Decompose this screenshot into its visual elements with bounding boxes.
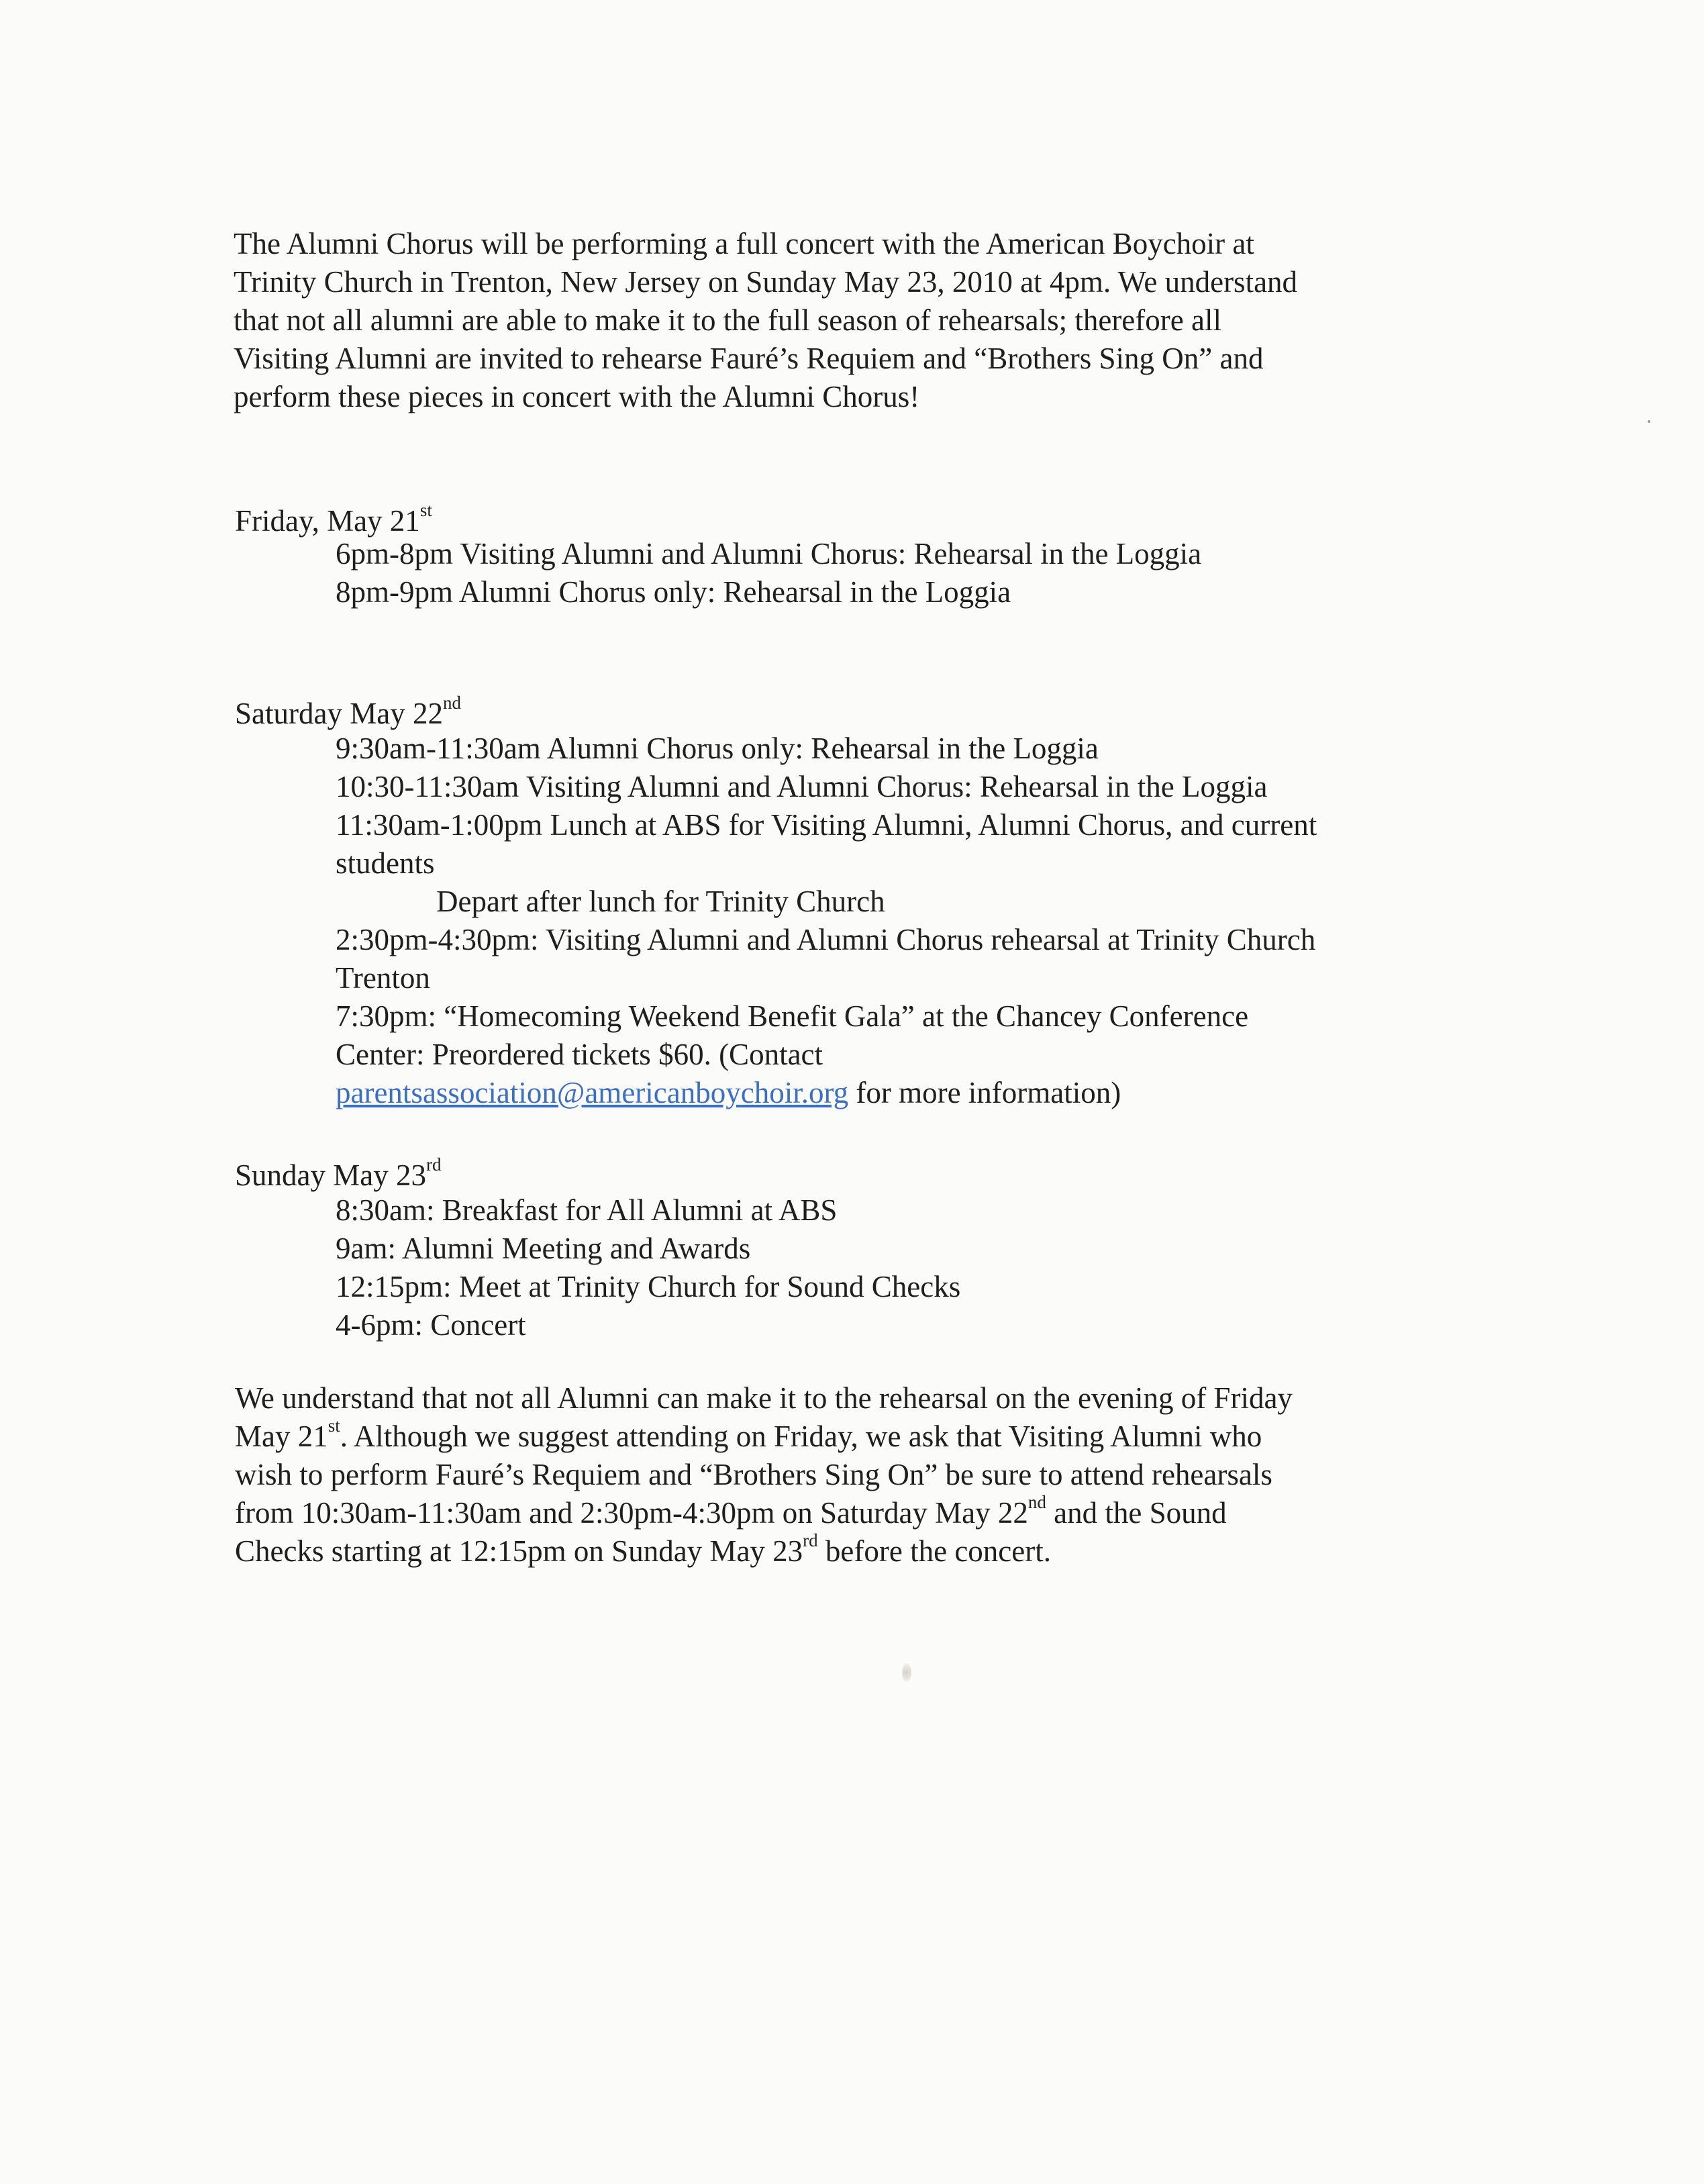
paper-speck	[902, 1663, 911, 1682]
closing-line: We understand that not all Alumni can make it to the rehearsal on the evening of Friday	[235, 1381, 1293, 1415]
schedule-item: 11:30am-1:00pm Lunch at ABS for Visiting Alumni, Alumni Chorus, and current	[336, 808, 1317, 842]
closing-text: and the Sound	[1046, 1496, 1227, 1530]
saturday-day: Saturday May 22	[235, 697, 443, 730]
schedule-item: 2:30pm-4:30pm: Visiting Alumni and Alumni Chorus rehearsal at Trinity Church	[336, 923, 1316, 956]
schedule-item: 6pm-8pm Visiting Alumni and Alumni Chorus: Rehearsal in the Loggia	[336, 537, 1202, 570]
intro-line: that not all alumni are able to make it to the full season of rehearsals; therefore all	[234, 303, 1221, 337]
closing-text: May 21	[235, 1420, 328, 1453]
sunday-day: Sunday May 23	[235, 1158, 426, 1192]
schedule-item: Depart after lunch for Trinity Church	[436, 885, 885, 918]
closing-line	[235, 1418, 1463, 1456]
schedule-item: 8pm-9pm Alumni Chorus only: Rehearsal in the Loggia	[336, 575, 1011, 609]
paper-dot	[1648, 420, 1650, 423]
schedule-item: students	[336, 846, 435, 880]
intro-paragraph	[234, 225, 1462, 416]
schedule-item: 9:30am-11:30am Alumni Chorus only: Rehearsal in the Loggia	[336, 732, 1099, 765]
sunday-schedule	[336, 1191, 960, 1344]
sunday-heading	[235, 1156, 442, 1195]
closing-suffix: st	[328, 1416, 340, 1436]
closing-suffix: rd	[803, 1530, 818, 1550]
schedule-item: 12:15pm: Meet at Trinity Church for Sound Checks	[336, 1270, 961, 1303]
closing-text: before the concert.	[817, 1534, 1051, 1568]
saturday-schedule	[336, 730, 1317, 1112]
schedule-item: Center: Preordered tickets $60. (Contact	[336, 1038, 823, 1071]
schedule-item: Trenton	[336, 961, 430, 995]
intro-line: perform these pieces in concert with the Alumni Chorus!	[234, 380, 920, 413]
closing-line	[235, 1532, 1463, 1571]
intro-line: Trinity Church in Trenton, New Jersey on Sunday May 23, 2010 at 4pm. We understand	[234, 265, 1298, 299]
schedule-item: 7:30pm: “Homecoming Weekend Benefit Gala” at the Chancey Conference	[336, 999, 1249, 1033]
closing-suffix: nd	[1028, 1492, 1046, 1512]
intro-line: Visiting Alumni are invited to rehearse Fauré’s Requiem and “Brothers Sing On” and	[234, 342, 1264, 375]
closing-text: Checks starting at 12:15pm on Sunday May 23	[235, 1534, 803, 1568]
intro-line: The Alumni Chorus will be performing a full concert with the American Boychoir at	[234, 227, 1254, 260]
schedule-item: 4-6pm: Concert	[336, 1308, 526, 1342]
email-tail: for more information)	[848, 1076, 1121, 1109]
closing-paragraph	[235, 1379, 1463, 1571]
friday-suffix: st	[419, 500, 432, 520]
closing-text: . Although we suggest attending on Friday, we ask that Visiting Alumni who	[340, 1420, 1262, 1453]
saturday-heading	[235, 695, 461, 733]
email-link[interactable]: parentsassociation@americanboychoir.org	[336, 1076, 849, 1109]
saturday-suffix: nd	[442, 693, 461, 713]
sunday-suffix: rd	[426, 1154, 442, 1175]
schedule-item-email-line	[336, 1074, 1317, 1112]
closing-line	[235, 1494, 1463, 1532]
friday-day: Friday, May 21	[235, 504, 420, 538]
friday-schedule	[336, 535, 1201, 611]
closing-text: from 10:30am-11:30am and 2:30pm-4:30pm on Saturday May 22	[235, 1496, 1028, 1530]
closing-line: wish to perform Fauré’s Requiem and “Brothers Sing On” be sure to attend rehearsals	[235, 1458, 1272, 1491]
schedule-item: 8:30am: Breakfast for All Alumni at ABS	[336, 1193, 838, 1227]
schedule-item: 10:30-11:30am Visiting Alumni and Alumni Chorus: Rehearsal in the Loggia	[336, 770, 1268, 803]
schedule-item: 9am: Alumni Meeting and Awards	[336, 1232, 751, 1265]
